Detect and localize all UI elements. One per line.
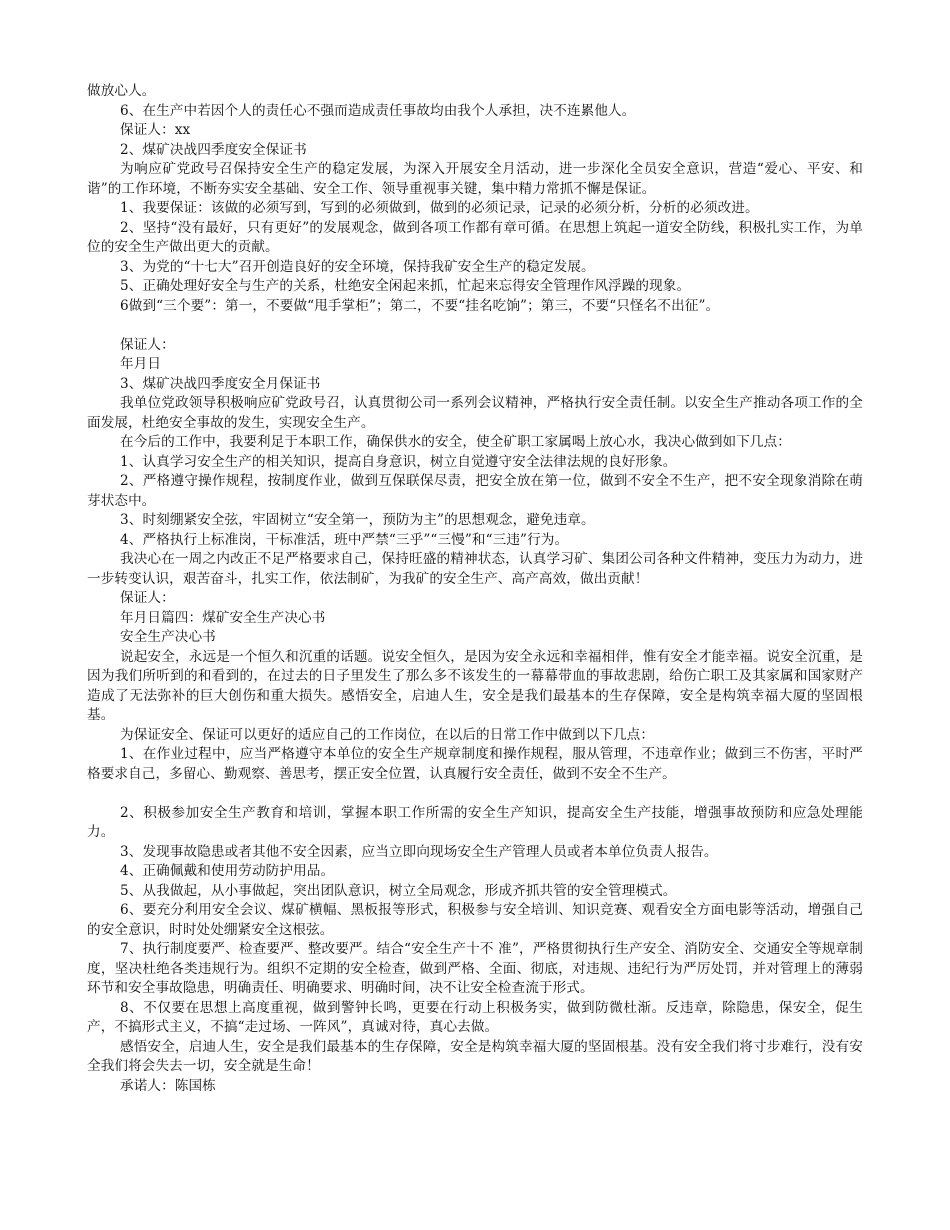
list-item: 2、积极参加安全生产教育和培训，掌握本职工作所需的安全生产知识，提高安全生产技能，增强事故预防和应急处理能力。 [87,804,863,840]
list-item: 5、从我做起，从小事做起，突出团队意识，树立全局观念，形成齐抓共管的安全管理模式。 [120,882,677,899]
document-title: 安全生产决心书 [120,629,216,645]
list-item: 2、严格遵守操作规程，按制度作业，做到互保联保尽责，把安全放在第一位，做到不安全不生产，把不安全现象消除在萌芽状态中。 [87,473,863,509]
signature-line: 承诺人：陈国栋 [120,1077,216,1094]
list-item: 1、在作业过程中，应当严格遵守本单位的安全生产规章制度和操作规程，服从管理，不违章作业；做到三不伤害，平时严格要求自己，多留心、勤观察、善思考，摆正安全位置，认真履行安全责任，做到不安全不生产。 [87,746,863,782]
list-item: 3、时刻绷紧安全弦，牢固树立“安全第一，预防为主”的思想观念，避免违章。 [120,512,595,528]
list-item: 1、认真学习安全生产的相关知识，提高自身意识，树立自觉遵守安全法律法规的良好形象。 [120,453,677,470]
paragraph: 感悟安全，启迪人生，安全是我们最基本的生存保障，安全是构筑幸福大厦的坚固根基。没有安全我们将寸步难行，没有安全我们将会失去一切，安全就是生命！ [87,1038,863,1074]
list-item: 4、正确佩戴和使用劳动防护用品。 [120,863,335,879]
blank-line [87,316,863,336]
list-item: 1、我要保证：该做的必须写到，写到的必须做到，做到的必须记录，记录的必须分析，分析的必须改进。 [120,200,759,216]
paragraph: 为响应矿党政号召保持安全生产的稳定发展，为深入开展安全月活动，进一步深化全员安全意识，营造“爱心、平安、和谐”的工作环境，不断夯实安全基础、安全工作、领导重视事关键，集中精力常抓不懈是保证。 [87,161,863,197]
list-item: 7、执行制度要严、检查要严、整改要严。结合“安全生产十不 准”，严格贯彻执行生产安全、消防安全、交通安全等规章制度，坚决杜绝各类违规行为。组织不定期的安全检查，做到严格、全面、彻底，对违规、违纪行为严厉处罚，并对管理上的薄弱环节和安全事故隐患，明确责任、明确要求、明确时间，决不让安全检查流于形式。 [87,941,863,996]
section-heading: 年月日篇四：煤矿安全生产决心书 [120,609,326,626]
list-item: 6、要充分利用安全会议、煤矿横幅、黑板报等形式，积极参与安全培训、知识竞赛、观看安全方面电影等活动，增强自己的安全意识，时时处处绷紧安全这根弦。 [87,902,863,938]
list-item: 6做到“三个要”：第一，不要做“甩手掌柜”；第二，不要“挂名吃饷”；第三，不要“只怪名不出征”。 [120,297,720,314]
list-item: 3、发现事故隐患或者其他不安全因素，应当立即向现场安全生产管理人员或者本单位负责人报告。 [120,843,718,860]
list-item: 4、严格执行上标准岗，干标准活，班中严禁“三乎”“三慢”和“三违”行为。 [120,531,569,548]
paragraph: 我决心在一周之内改正不足严格要求自己，保持旺盛的精神状态，认真学习矿、集团公司各种文件精神，变压力为动力，进一步转变认识，艰苦奋斗，扎实工作，依法制矿，为我矿的安全生产、高产高效，做出贡献！ [87,551,863,587]
document-body [87,82,863,1096]
section-heading: 2、煤矿决战四季度安全保证书 [120,141,307,158]
signature-line: 保证人： [120,336,175,353]
paragraph: 在今后的工作中，我要利足于本职工作，确保供水的安全，使全矿职工家属喝上放心水，我决心做到如下几点： [120,434,791,450]
list-item: 5、正确处理好安全与生产的关系，杜绝安全闲起来抓，忙起来忘得安全管理作风浮躁的现象。 [120,278,691,294]
paragraph: 我单位党政领导积极响应矿党政号召，认真贯彻公司一系列会议精神，严格执行安全责任制。以安全生产推动各项工作的全面发展，杜绝安全事故的发生，实现安全生产。 [87,395,863,431]
date-line: 年月日 [120,356,162,372]
section-heading: 3、煤矿决战四季度安全月保证书 [120,375,321,392]
paragraph: 6、在生产中若因个人的责任心不强而造成责任事故均由我个人承担，决不连累他人。 [120,102,636,119]
list-item: 2、坚持“没有最好，只有更好”的发展观念，做到各项工作都有章可循。在思想上筑起一道安全防线，积极扎实工作，为单位的安全生产做出更大的贡献。 [87,219,863,255]
blank-line [87,784,863,804]
list-item: 8、不仅要在思想上高度重视，做到警钟长鸣，更要在行动上积极务实，做到防微杜渐。反违章，除隐患，保安全，促生产，不搞形式主义，不搞“走过场、一阵风”，真诚对待，真心去做。 [87,999,863,1035]
paragraph: 为保证安全、保证可以更好的适应自己的工作岗位，在以后的日常工作中做到以下几点： [120,726,655,743]
list-item: 3、为党的“十七大”召开创造良好的安全环境，保持我矿安全生产的稳定发展。 [120,258,595,275]
paragraph: 说起安全，永远是一个恒久和沉重的话题。说安全恒久，是因为安全永远和幸福相伴，惟有安全才能幸福。说安全沉重，是因为我们所听到的和看到的，在过去的日子里发生了那么多不该发生的一幕幕带血的事故悲剧，给伤亡职工及其家属和国家财产造成了无法弥补的巨大创伤和重大损失。感悟安全，启迪人生，安全是我们最基本的生存保障，安全是构筑幸福大厦的坚固根基。 [87,648,863,723]
signature-line: 保证人：xx [120,122,191,138]
signature-line: 保证人： [120,590,175,606]
paragraph: 做放心人。 [87,83,156,99]
